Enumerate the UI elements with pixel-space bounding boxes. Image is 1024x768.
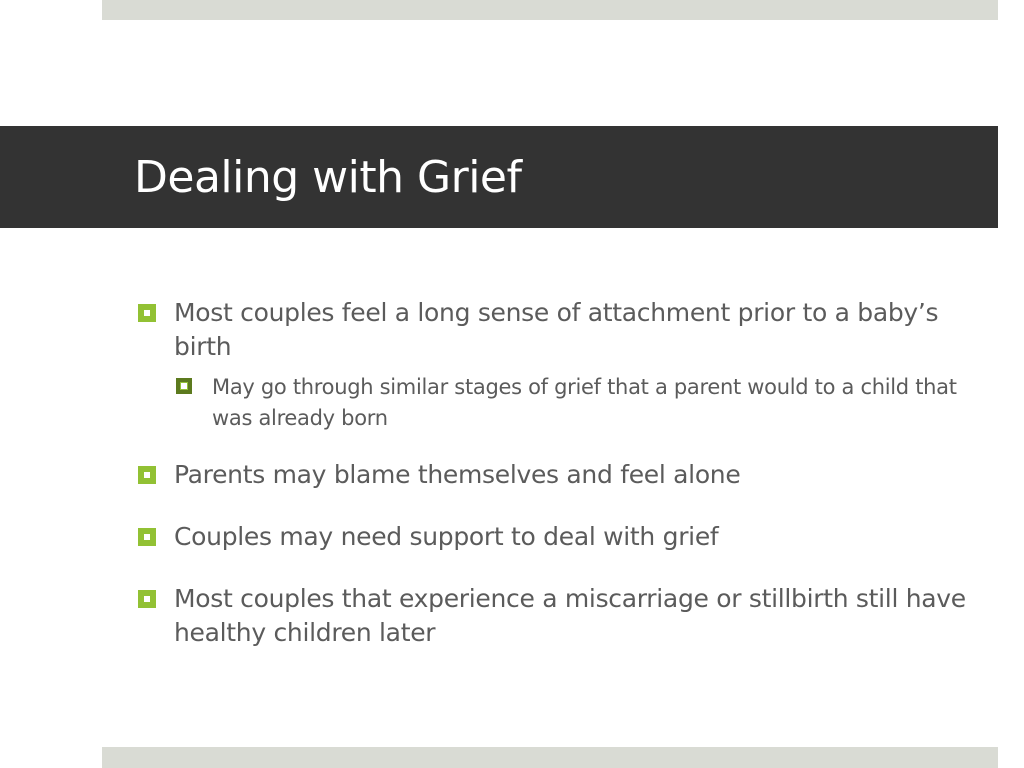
- sub-bullet-text: May go through similar stages of grief that a parent would to a child that was already born: [212, 375, 957, 430]
- bullet-item: [136, 520, 976, 554]
- square-bullet-icon: [138, 590, 156, 608]
- sub-bullet-item: [174, 372, 976, 434]
- bullet-item: [136, 458, 976, 492]
- bullet-text: Couples may need support to deal with grief: [174, 522, 719, 551]
- bullet-text: Most couples that experience a miscarriage or stillbirth still have healthy children later: [174, 584, 966, 647]
- square-bullet-icon: [138, 528, 156, 546]
- sub-bullet-list: [174, 372, 976, 434]
- slide-content: [136, 296, 976, 678]
- bullet-text: Most couples feel a long sense of attachment prior to a baby’s birth: [174, 298, 939, 361]
- bullet-text: Parents may blame themselves and feel alone: [174, 460, 741, 489]
- bottom-accent-band: [102, 747, 998, 768]
- square-sub-bullet-icon: [176, 378, 192, 394]
- slide-title: Dealing with Grief: [134, 152, 522, 203]
- top-accent-band: [102, 0, 998, 20]
- square-bullet-icon: [138, 466, 156, 484]
- bullet-item: [136, 296, 976, 434]
- bullet-item: [136, 582, 976, 650]
- square-bullet-icon: [138, 304, 156, 322]
